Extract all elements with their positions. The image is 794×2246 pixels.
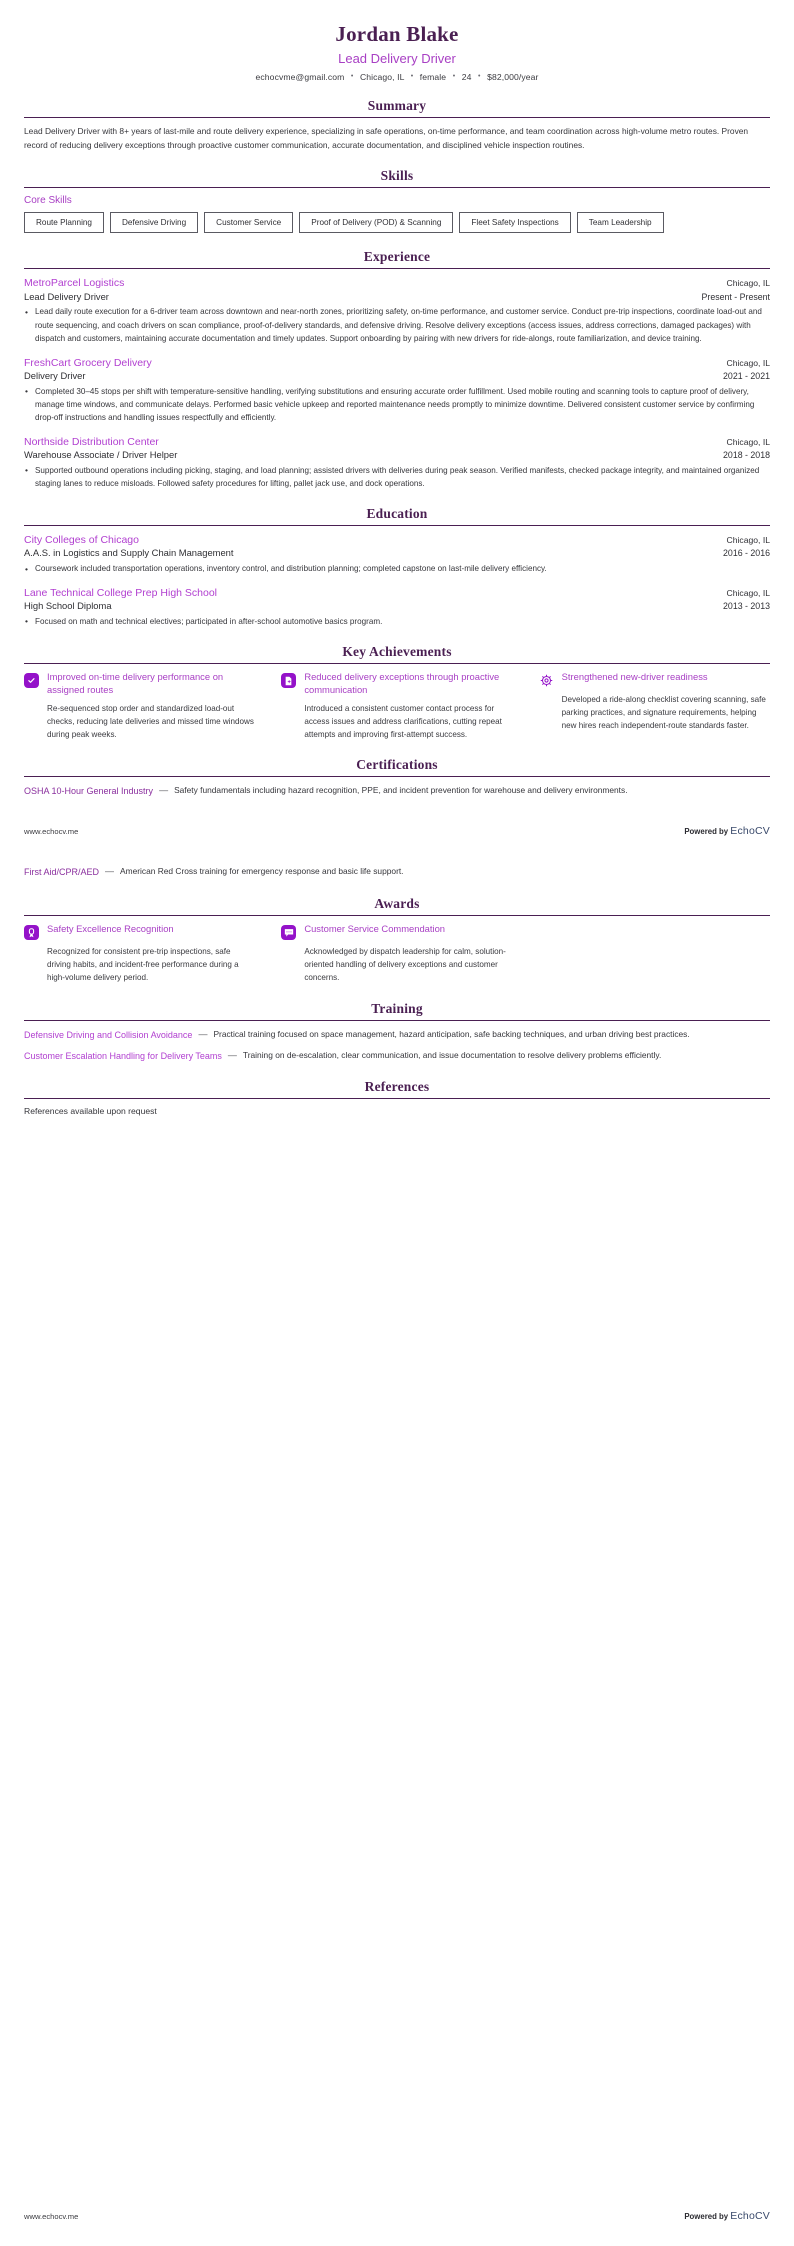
entry-sub-row bbox=[24, 370, 770, 383]
section-certifications-continued bbox=[24, 865, 770, 880]
achievement-header bbox=[24, 671, 255, 697]
achievement-header bbox=[281, 671, 512, 697]
achievement-item bbox=[281, 671, 512, 741]
section-divider bbox=[24, 268, 770, 269]
section-awards bbox=[24, 896, 770, 984]
contact-age: 24 bbox=[461, 72, 472, 83]
training-name: Customer Escalation Handling for Delivery Teams bbox=[24, 1050, 222, 1061]
employer-location: Chicago, IL bbox=[726, 278, 770, 289]
contact-salary: $82,000/year bbox=[487, 72, 539, 83]
job-dates: Present - Present bbox=[701, 291, 770, 302]
section-certifications bbox=[24, 757, 770, 799]
entry-sub-row bbox=[24, 547, 770, 560]
school-name: City Colleges of Chicago bbox=[24, 534, 139, 547]
skill-chip-list bbox=[24, 212, 770, 233]
job-bullet-list bbox=[24, 464, 770, 491]
section-divider bbox=[24, 776, 770, 777]
certification-description: American Red Cross training for emergency response and basic life support. bbox=[120, 866, 404, 877]
award-grid bbox=[24, 923, 770, 984]
education-bullet: • Coursework included transportation operations, inventory control, and distribution planning; completed capstone on last-mile delivery efficiency. bbox=[24, 562, 770, 575]
candidate-name: Jordan Blake bbox=[335, 22, 459, 46]
skill-chip: Customer Service bbox=[204, 212, 293, 233]
award-header bbox=[281, 923, 512, 940]
contact-location: Chicago, IL bbox=[359, 72, 405, 83]
training-dash: — bbox=[198, 1028, 208, 1039]
footer-powered-prefix: Powered by bbox=[684, 2212, 729, 2221]
education-bullet-list bbox=[24, 615, 770, 628]
training-dash: — bbox=[227, 1049, 237, 1060]
award-header bbox=[24, 923, 255, 940]
job-bullet-list bbox=[24, 305, 770, 345]
chat-bubble-icon bbox=[281, 925, 296, 940]
award-item bbox=[281, 923, 512, 984]
page-footer bbox=[0, 825, 794, 837]
file-plus-icon bbox=[281, 673, 296, 688]
achievement-description: Re-sequenced stop order and standardized load-out checks, reducing late deliveries and missed time windows during peak weeks. bbox=[47, 704, 254, 740]
section-title: Key Achievements bbox=[342, 644, 452, 660]
degree-name: High School Diploma bbox=[24, 599, 112, 611]
award-item bbox=[24, 923, 255, 984]
award-title: Safety Excellence Recognition bbox=[47, 923, 174, 935]
section-references bbox=[24, 1079, 770, 1116]
section-title: References bbox=[364, 1079, 430, 1095]
training-description: Practical training focused on space management, hazard anticipation, safe backing techniques, and urban driving best practices. bbox=[213, 1028, 690, 1039]
training-name: Defensive Driving and Collision Avoidance bbox=[24, 1029, 193, 1040]
candidate-role: Lead Delivery Driver bbox=[338, 51, 456, 67]
entry-top-row bbox=[24, 533, 770, 547]
achievement-item bbox=[24, 671, 255, 741]
skill-chip: Proof of Delivery (POD) & Scanning bbox=[299, 212, 453, 233]
footer-powered-prefix: Powered by bbox=[684, 827, 729, 837]
skill-chip: Defensive Driving bbox=[110, 212, 198, 233]
award-title: Customer Service Commendation bbox=[304, 923, 446, 935]
achievement-item bbox=[539, 671, 770, 741]
certification-name: First Aid/CPR/AED bbox=[24, 867, 100, 878]
certification-item bbox=[24, 865, 770, 880]
employer-location: Chicago, IL bbox=[726, 357, 770, 368]
achievement-title: Improved on-time delivery performance on assigned routes bbox=[47, 671, 224, 696]
footer-brand: EchoCV bbox=[730, 825, 770, 838]
meta-separator: • bbox=[478, 73, 481, 81]
experience-entry bbox=[24, 276, 770, 345]
entry-top-row bbox=[24, 586, 770, 600]
meta-separator: • bbox=[452, 73, 456, 81]
section-key-achievements bbox=[24, 644, 770, 741]
summary-text: Lead Delivery Driver with 8+ years of last-mile and route delivery experience, specializing in safe operations, on-time performance, and team coordination across high-volume metro routes. Proven record of reducing delivery exceptions through proactive customer communication, accurate documentation, and disciplined vehicle inspection routines. bbox=[24, 126, 749, 150]
section-education bbox=[24, 506, 770, 628]
experience-entry bbox=[24, 356, 770, 425]
award-medal-icon bbox=[24, 925, 39, 940]
job-title: Warehouse Associate / Driver Helper bbox=[24, 448, 178, 460]
degree-name: A.A.S. in Logistics and Supply Chain Management bbox=[24, 547, 234, 559]
certification-description: Safety fundamentals including hazard recognition, PPE, and incident prevention for warehouse and delivery environments. bbox=[174, 785, 628, 796]
training-item bbox=[24, 1028, 770, 1043]
school-location: Chicago, IL bbox=[726, 587, 770, 598]
section-title: Awards bbox=[374, 896, 420, 912]
entry-sub-row bbox=[24, 600, 770, 613]
skill-chip: Team Leadership bbox=[577, 212, 664, 233]
certification-name: OSHA 10-Hour General Industry bbox=[24, 786, 154, 797]
education-bullet: • Focused on math and technical electives; participated in after-school automotive basics program. bbox=[24, 615, 770, 628]
job-bullet: • Lead daily route execution for a 6-driver team across downtown and near-north zones, prioritizing safety, on-time performance, and customer service. Conduct pre-trip inspections, coordinate load-out and route sequencing, and coach drivers on scan compliance, proof-of-delivery standards, and defensive driving. Resolve delivery exceptions (access issues, address corrections, damaged packages) with dispatch and customers, maintaining accurate documentation and timely updates. Support onboarding by pairing with new drivers for ride-alongs, route familiarization, and device training. bbox=[24, 305, 770, 345]
section-title: Certifications bbox=[356, 757, 438, 773]
school-name: Lane Technical College Prep High School bbox=[24, 586, 218, 599]
job-bullet-list bbox=[24, 385, 770, 425]
job-bullet: • Supported outbound operations including picking, staging, and load planning; assisted drivers with deliveries during peak season. Verified manifests, checked package integrity, and maintained organized staging lanes to reduce misloads. Followed safety procedures for lifting, pallet jack use, and dock operations. bbox=[24, 464, 770, 491]
section-title: Education bbox=[366, 506, 428, 522]
entry-top-row bbox=[24, 435, 770, 449]
section-title: Summary bbox=[367, 98, 427, 114]
entry-sub-row bbox=[24, 449, 770, 462]
award-description: Acknowledged by dispatch leadership for calm, solution-oriented handling of delivery exceptions and customer concerns. bbox=[304, 947, 506, 983]
section-skills bbox=[24, 168, 770, 233]
employer-location: Chicago, IL bbox=[726, 436, 770, 447]
footer-brand: EchoCV bbox=[730, 2210, 770, 2222]
section-title: Skills bbox=[380, 168, 414, 184]
section-divider bbox=[24, 1098, 770, 1099]
skill-group-title: Core Skills bbox=[24, 195, 72, 207]
references-text: References available upon request bbox=[24, 1106, 157, 1117]
job-title: Delivery Driver bbox=[24, 369, 86, 381]
meta-separator: • bbox=[350, 73, 354, 81]
section-training bbox=[24, 1001, 770, 1064]
contact-gender: female bbox=[419, 72, 447, 83]
entry-top-row bbox=[24, 356, 770, 370]
employer-name: MetroParcel Logistics bbox=[24, 277, 125, 290]
degree-dates: 2016 - 2016 bbox=[723, 548, 770, 559]
certification-item bbox=[24, 784, 770, 799]
achievement-title: Strengthened new-driver readiness bbox=[561, 671, 708, 683]
section-experience bbox=[24, 249, 770, 490]
skill-chip: Route Planning bbox=[24, 212, 104, 233]
footer-powered-by bbox=[684, 2210, 770, 2222]
check-circle-icon bbox=[24, 673, 39, 688]
meta-separator: • bbox=[410, 73, 414, 81]
job-bullet: • Completed 30–45 stops per shift with temperature-sensitive handling, verifying substitutions and ensuring accurate order fulfillment. Used mobile routing and scanning tools to capture proof of delivery, manage time windows, and communicate delays. Performed basic vehicle upkeep and reported maintenance needs promptly to minimize downtime. Delivered consistent customer service by confirming drop-off instructions and handling issues respectfully and efficiently. bbox=[24, 385, 770, 425]
section-title: Training bbox=[371, 1000, 423, 1016]
section-divider bbox=[24, 1020, 770, 1021]
section-divider bbox=[24, 915, 770, 916]
education-entry bbox=[24, 533, 770, 575]
achievement-description: Developed a ride-along checklist covering scanning, safe parking practices, and signature requirements, helping new hires reach independent-route standards faster. bbox=[561, 695, 766, 731]
section-divider bbox=[24, 663, 770, 664]
section-title: Experience bbox=[363, 249, 431, 265]
job-title: Lead Delivery Driver bbox=[24, 290, 109, 302]
achievement-header bbox=[539, 671, 770, 688]
achievement-description: Introduced a consistent customer contact process for access issues and address clarifications, cutting repeat attempts and improving first-attempt success. bbox=[304, 704, 502, 740]
experience-entry bbox=[24, 435, 770, 491]
section-divider bbox=[24, 187, 770, 188]
section-summary bbox=[24, 98, 770, 152]
section-divider bbox=[24, 117, 770, 118]
achievement-grid bbox=[24, 671, 770, 741]
certification-dash: — bbox=[159, 785, 169, 796]
page-footer bbox=[0, 2210, 794, 2222]
education-bullet-list bbox=[24, 562, 770, 575]
employer-name: FreshCart Grocery Delivery bbox=[24, 356, 152, 369]
achievement-title: Reduced delivery exceptions through proactive communication bbox=[304, 671, 500, 696]
section-divider bbox=[24, 525, 770, 526]
resume-header bbox=[24, 0, 770, 82]
certification-dash: — bbox=[105, 866, 115, 877]
skill-chip: Fleet Safety Inspections bbox=[459, 212, 570, 233]
employer-name: Northside Distribution Center bbox=[24, 435, 159, 448]
school-location: Chicago, IL bbox=[726, 535, 770, 546]
gear-icon bbox=[539, 673, 554, 688]
award-spacer bbox=[539, 923, 770, 984]
award-description: Recognized for consistent pre-trip inspections, safe driving habits, and incident-free performance during a high-volume delivery period. bbox=[47, 947, 239, 983]
training-item bbox=[24, 1049, 770, 1064]
training-description: Training on de-escalation, clear communication, and issue documentation to resolve delivery problems efficiently. bbox=[242, 1049, 662, 1060]
contact-meta bbox=[24, 72, 770, 82]
entry-top-row bbox=[24, 276, 770, 290]
job-dates: 2021 - 2021 bbox=[723, 370, 770, 381]
contact-email: echocvme@gmail.com bbox=[255, 72, 345, 83]
job-dates: 2018 - 2018 bbox=[723, 449, 770, 460]
entry-sub-row bbox=[24, 291, 770, 304]
footer-powered-by bbox=[684, 825, 770, 837]
education-entry bbox=[24, 586, 770, 628]
degree-dates: 2013 - 2013 bbox=[723, 600, 770, 611]
footer-url[interactable]: www.echocv.me bbox=[24, 2212, 79, 2221]
footer-url[interactable]: www.echocv.me bbox=[24, 827, 79, 837]
